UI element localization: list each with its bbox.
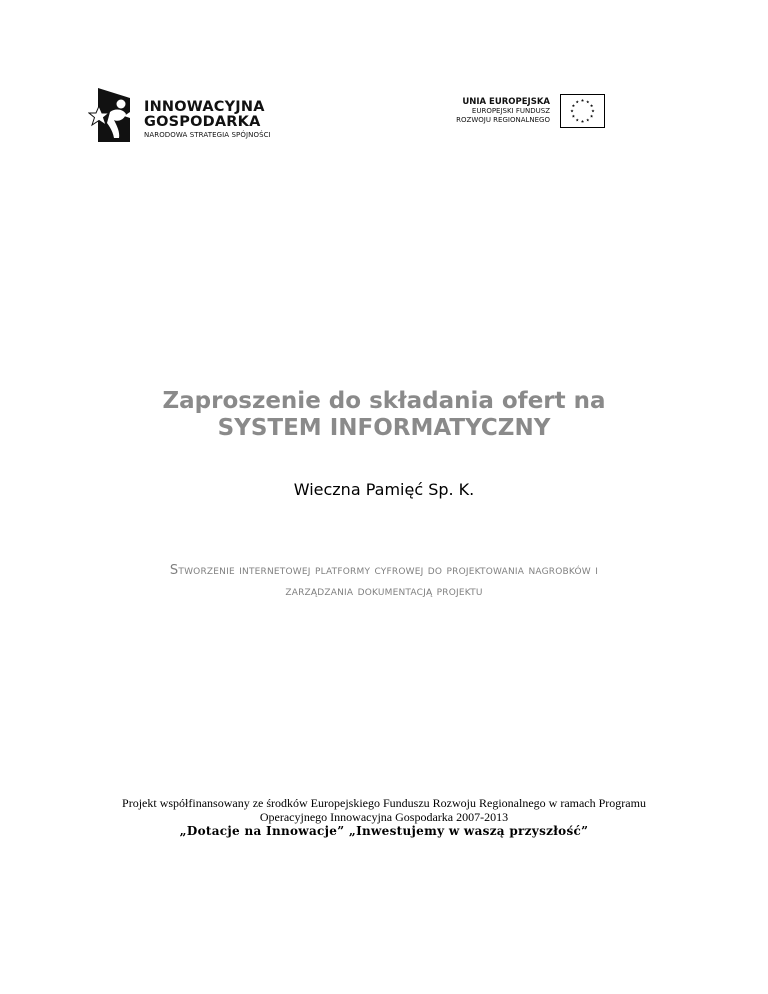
footer-line2: Operacyjnego Innowacyjna Gospodarka 2007-2013 (259, 810, 509, 824)
eu-star-icon (586, 118, 589, 121)
company-name: Wieczna Pamięć Sp. K. (293, 480, 475, 499)
eu-star-icon (572, 115, 575, 118)
ig-logo-line1: INNOWACYJNA (144, 99, 265, 115)
eu-star-icon (591, 109, 594, 112)
project-line2: zarządzania dokumentacją projektu (285, 584, 483, 599)
eu-logo (440, 94, 610, 134)
eu-logo-line2: EUROPEJSKI FUNDUSZ (471, 107, 550, 115)
eu-logo-text (456, 97, 550, 125)
eu-star-icon (590, 115, 593, 118)
project-name (40, 560, 728, 602)
innowacyjna-gospodarka-emblem-icon (88, 86, 138, 144)
eu-logo-line3: ROZWOJU REGIONALNEGO (456, 116, 550, 124)
eu-star-icon (590, 104, 593, 107)
ig-logo-line2: GOSPODARKA (144, 114, 261, 130)
ig-logo-tagline: NARODOWA STRATEGIA SPÓJNOŚCI (144, 131, 271, 139)
eu-logo-line1: UNIA EUROPEJSKA (462, 97, 550, 107)
title-line1: Zaproszenie do składania ofert na (162, 388, 606, 414)
footer-line1: Projekt współfinansowany ze środków Europejskiego Funduszu Rozwoju Regionalnego w ramach Programu (122, 796, 646, 810)
eu-star-icon (581, 99, 584, 102)
eu-star-icon (586, 100, 589, 103)
project-line1: Stworzenie internetowej platformy cyfrowej do projektowania nagrobków i (169, 563, 599, 578)
eu-star-icon (572, 104, 575, 107)
eu-star-icon (581, 120, 584, 123)
eu-star-icon (576, 100, 579, 103)
footer-slogan: „Dotacje na Innowacje” „Inwestujemy w waszą przyszłość” (179, 824, 589, 838)
page-title (0, 388, 768, 442)
title-line2: SYSTEM INFORMATYCZNY (217, 415, 551, 441)
funding-footer (0, 796, 768, 838)
eu-star-icon (576, 118, 579, 121)
innowacyjna-gospodarka-logo (88, 86, 288, 146)
eu-flag-icon (560, 94, 605, 128)
eu-star-icon (570, 109, 573, 112)
